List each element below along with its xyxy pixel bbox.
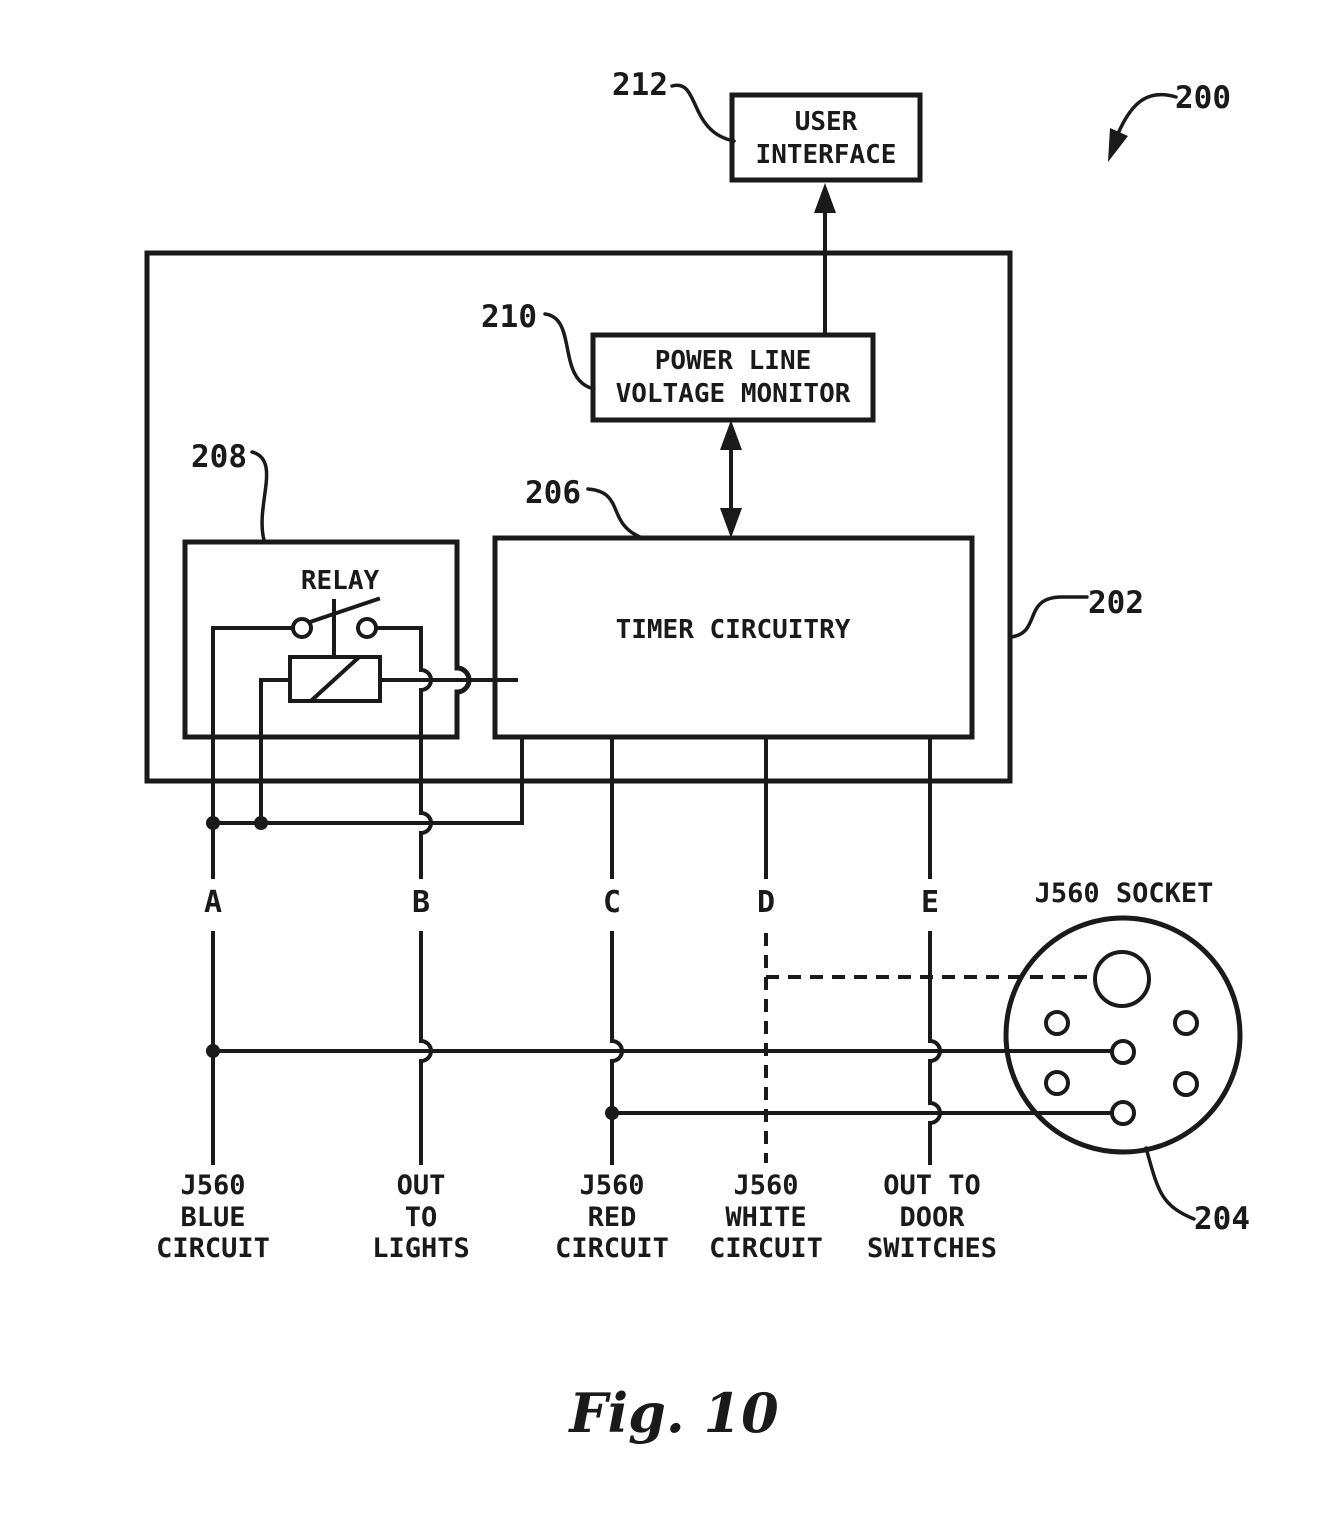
caption-line: CIRCUIT bbox=[709, 1233, 823, 1264]
caption-line: J560 bbox=[579, 1170, 645, 1201]
socket-pin bbox=[1112, 1102, 1134, 1124]
leader-200-arrow bbox=[1117, 95, 1176, 136]
wire-e-caption bbox=[867, 1170, 997, 1264]
caption-line: OUT bbox=[396, 1170, 446, 1201]
wire-b-letter: B bbox=[411, 885, 431, 920]
wire-c-lower bbox=[612, 933, 622, 1163]
ref-200: 200 bbox=[1175, 80, 1231, 116]
caption-line: TO bbox=[404, 1202, 438, 1233]
wire-b-caption bbox=[372, 1170, 470, 1264]
caption-line: WHITE bbox=[725, 1202, 807, 1233]
leader-212 bbox=[672, 85, 734, 141]
caption-line: SWITCHES bbox=[866, 1233, 998, 1264]
wire-d-caption bbox=[709, 1170, 823, 1264]
socket-title: J560 SOCKET bbox=[1034, 878, 1214, 909]
user-interface-label-line1: USER bbox=[794, 107, 858, 137]
arrowhead-up-icon bbox=[814, 183, 836, 213]
caption-line: CIRCUIT bbox=[156, 1233, 270, 1264]
ref-212: 212 bbox=[612, 67, 668, 103]
wire-a-caption bbox=[156, 1170, 270, 1264]
junction-dot bbox=[206, 816, 220, 830]
wire-c-letter: C bbox=[602, 885, 622, 920]
wire-e-lower bbox=[930, 933, 940, 1163]
relay-contact-right bbox=[358, 619, 376, 637]
leader-204 bbox=[1146, 1148, 1194, 1219]
ref-202: 202 bbox=[1088, 585, 1144, 621]
relay-contact-left bbox=[293, 619, 311, 637]
caption-line: LIGHTS bbox=[372, 1233, 470, 1264]
ref-208: 208 bbox=[191, 439, 247, 475]
caption-line: BLUE bbox=[180, 1202, 246, 1233]
leader-202 bbox=[1011, 597, 1087, 637]
figure-caption: Fig. 10 bbox=[569, 1381, 779, 1445]
wire-c-caption bbox=[555, 1170, 669, 1264]
caption-line: RED bbox=[587, 1202, 637, 1233]
ref-204: 204 bbox=[1194, 1201, 1250, 1237]
junction-dot bbox=[605, 1106, 619, 1120]
timer-label: TIMER CIRCUITRY bbox=[615, 615, 851, 645]
power-monitor-label-line1: POWER LINE bbox=[654, 346, 812, 376]
arrowhead-200-icon bbox=[1108, 128, 1128, 162]
caption-line: DOOR bbox=[899, 1202, 965, 1233]
socket-pin-large bbox=[1095, 952, 1149, 1006]
wire-e-letter: E bbox=[920, 885, 940, 920]
ref-206: 206 bbox=[525, 475, 581, 511]
socket-pin bbox=[1112, 1041, 1134, 1063]
ref-210: 210 bbox=[481, 299, 537, 335]
socket-pin bbox=[1175, 1073, 1197, 1095]
user-interface-label-line2: INTERFACE bbox=[755, 140, 897, 170]
power-monitor-label-line2: VOLTAGE MONITOR bbox=[615, 379, 851, 409]
junction-dot bbox=[254, 816, 268, 830]
wire-a-letter: A bbox=[203, 885, 223, 920]
caption-line: J560 bbox=[733, 1170, 799, 1201]
relay-label: RELAY bbox=[300, 566, 380, 596]
socket-pin bbox=[1046, 1012, 1068, 1034]
socket-pin bbox=[1046, 1072, 1068, 1094]
caption-line: J560 bbox=[180, 1170, 246, 1201]
wire-b-lower bbox=[421, 933, 431, 1163]
socket-pin bbox=[1175, 1012, 1197, 1034]
caption-line: OUT TO bbox=[883, 1170, 981, 1201]
caption-line: CIRCUIT bbox=[555, 1233, 669, 1264]
wire-d-letter: D bbox=[756, 885, 776, 920]
junction-dot bbox=[206, 1044, 220, 1058]
